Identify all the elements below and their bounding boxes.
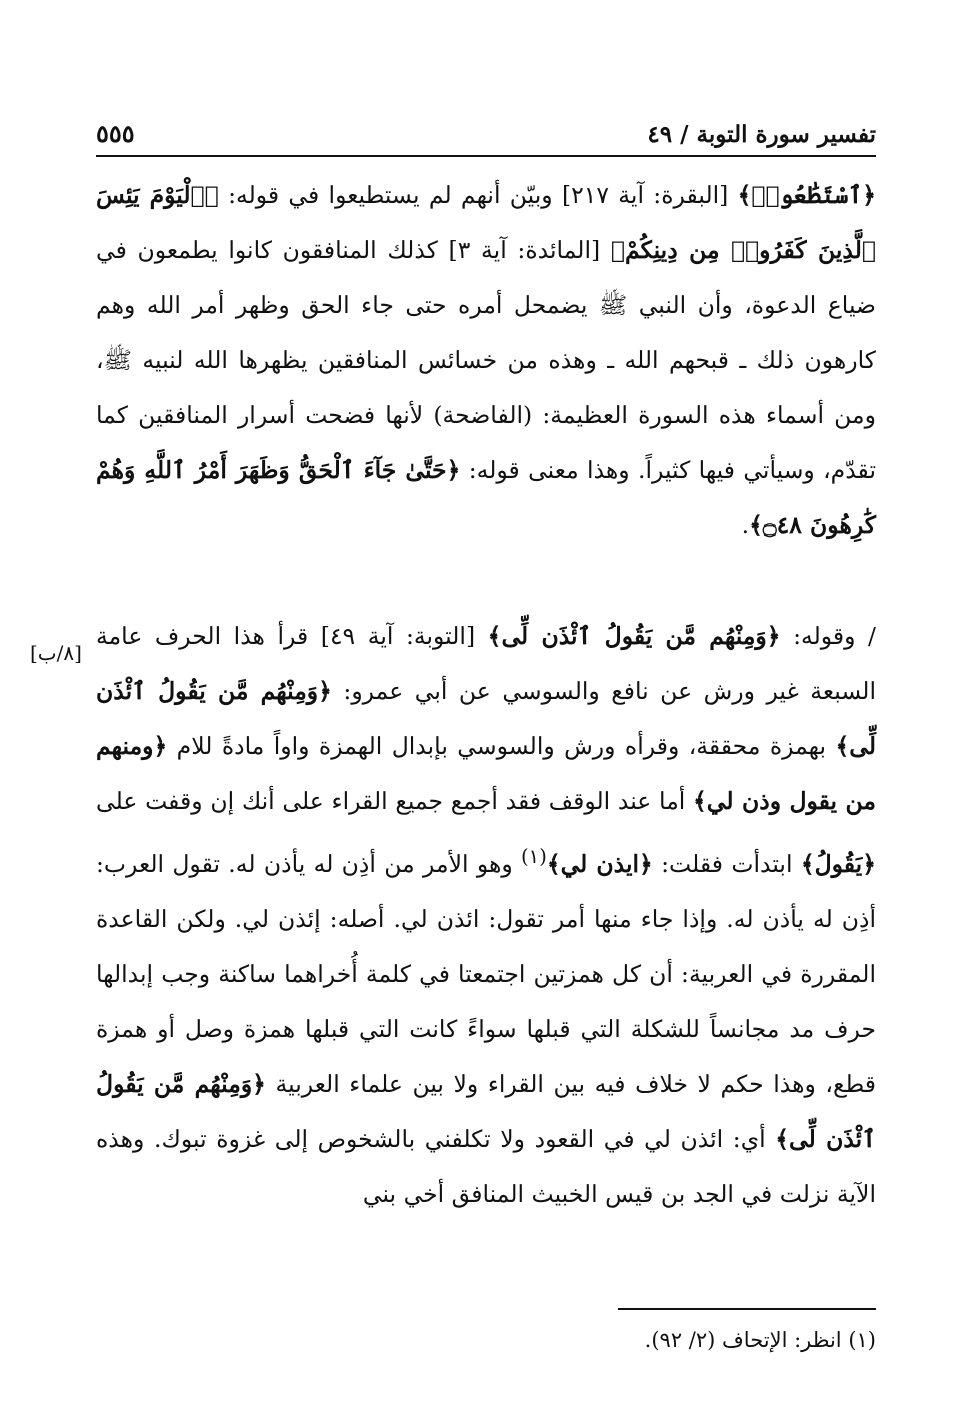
paragraph-1 xyxy=(96,168,876,553)
paragraph-text: [المائدة: آية ٣] كذلك المنافقون كانوا يطمعون في ضياع الدعوة، وأن النبي ﷺ يضمحل أمره حتى جاء الحق وظهر أمر الله وهم كارهون ذلك ـ قبحهم الله ـ وهذه من خسائس المنافقين يظهرها الله لنبيه ﷺ، ومن أسماء هذه السورة العظيمة: (الفاضحة) لأنها فضحت أسرار المنافقين كما تقدّم، وسيأتي فيها كثيراً. وهذا معنى قوله: xyxy=(96,236,876,484)
paragraph-text: [التوبة: آية ٤٩] قرأ هذا الحرف عامة السبعة غير ورش عن نافع والسوسي عن أبي عمرو: xyxy=(96,622,876,705)
quran-quote: ﴿ٱلْيَوْمَ يَئِسَ ٱلَّذِينَ كَفَرُوا۟ مِن دِينِكُمْ﴾ xyxy=(96,181,876,264)
paragraph-text: [البقرة: آية ٢١٧] وبيّن أنهم لم يستطيعوا في قوله: xyxy=(218,181,738,209)
reading-quote: ﴿ومنهم من يقول وذن لي﴾ xyxy=(96,732,876,815)
running-title: تفسير سورة التوبة / ٤٩ xyxy=(647,121,876,148)
paragraph-text: بهمزة محققة، وقرأه ورش والسوسي بإبدال الهمزة واواً مادةً للام xyxy=(167,732,836,760)
page-header xyxy=(96,100,876,148)
footnote: (١) انظر: الإتحاف (٢/ ٩٢). xyxy=(644,1328,876,1352)
footnote-rule xyxy=(618,1308,876,1310)
footnote-reference: (١) xyxy=(521,845,547,868)
paragraph-2 xyxy=(96,609,876,1222)
page-number: ٥٥٥ xyxy=(96,119,135,148)
paragraph-text: ابتدأت فقلت: xyxy=(652,849,801,878)
paragraph-text: / وقوله: xyxy=(780,622,876,650)
paragraph-text: وهو الأمر من أذِن له يأذن له. تقول العرب: أذِن له يأذن له. وإذا جاء منها أمر تقول: ائذن لي. أصله: إئذن لي. ولكن القاعدة المقررة في العربية: أن كل همزتين اجتمعتا في كلمة أُخراهما ساكنة وجب إبدالها حرف مد مجانساً للشكلة التي قبلها سواءً كانت التي قبلها همزة وصل أو همزة قطع، وهذا حكم لا خلاف فيه بين القراء ولا بين علماء العربية xyxy=(96,849,876,1098)
paragraph-text: . xyxy=(741,511,750,539)
quran-quote: ﴿ٱسْتَطَٰعُوا۟﴾ xyxy=(737,181,876,209)
quran-quote: ﴿يَقُولُ﴾ xyxy=(800,849,876,878)
quran-quote: ﴿وَمِنْهُم مَّن يَقُولُ ٱئْذَن لِّى﴾ xyxy=(96,677,876,760)
header-rule xyxy=(96,155,876,157)
reading-quote: ﴿ايذن لي﴾ xyxy=(546,849,653,878)
paragraph-text: أما عند الوقف فقد أجمع جميع القراء على أنك إن وقفت على xyxy=(96,787,694,815)
paragraph-text: أي: ائذن لي في القعود ولا تكلفني بالشخوص إلى غزوة تبوك. وهذه الآية نزلت في الجد بن قيس الخبيث المنافق أخي بني xyxy=(96,1124,876,1208)
quran-quote: ﴿وَمِنْهُم مَّن يَقُولُ ٱئْذَن لِّى﴾ xyxy=(487,622,781,650)
main-text xyxy=(96,168,876,1222)
quran-quote: ﴿حَتَّىٰ جَآءَ ٱلْحَقُّ وَظَهَرَ أَمْرُ ٱللَّهِ وَهُمْ كَٰرِهُونَ ۝٤٨﴾ xyxy=(96,456,876,539)
manuscript-folio-note: [٨/ب] xyxy=(30,641,82,665)
quran-quote: ﴿وَمِنْهُم مَّن يَقُولُ ٱئْذَن لِّى﴾ xyxy=(96,1069,876,1153)
